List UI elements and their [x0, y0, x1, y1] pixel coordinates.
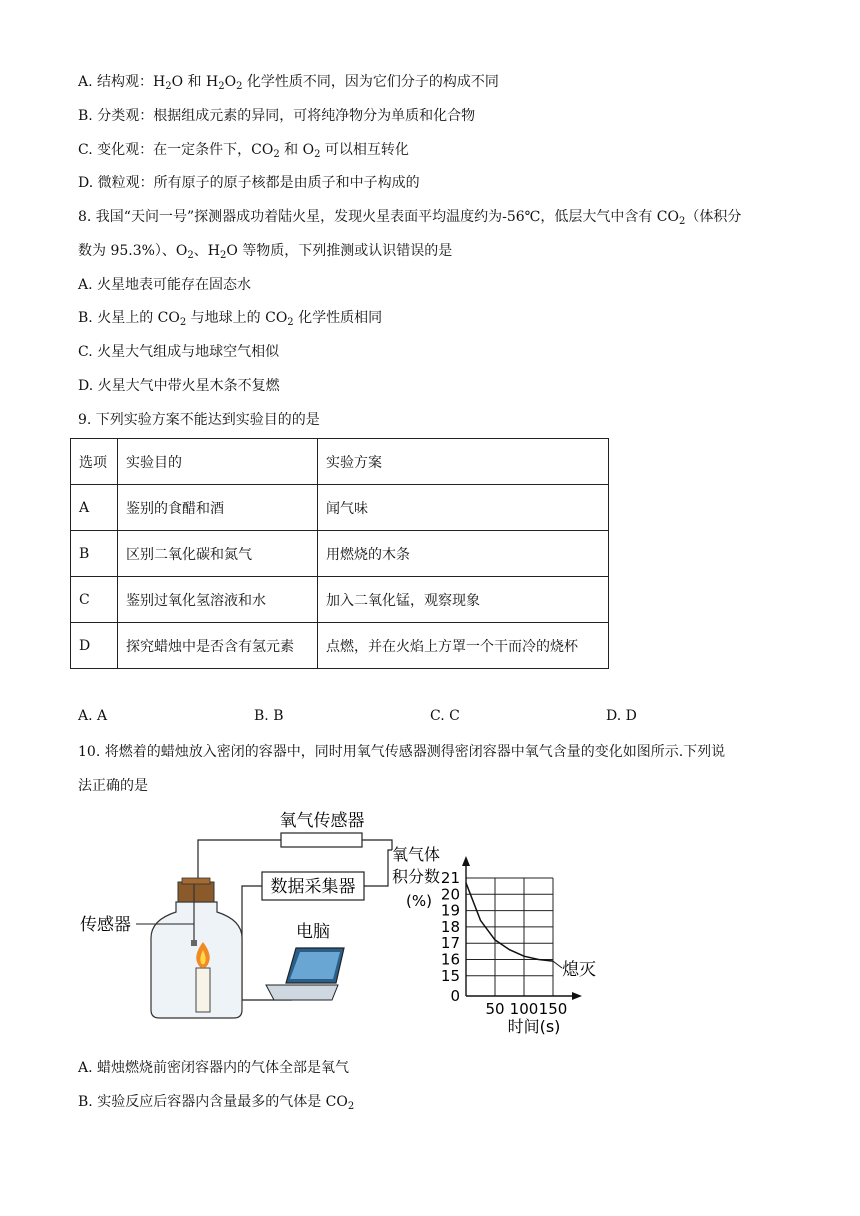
q10-stem-line2: 法正确的是: [78, 778, 148, 794]
table-header-cell: 实验目的: [118, 439, 318, 485]
table-header-cell: 选项: [71, 439, 118, 485]
y-tick-label: 17: [440, 934, 460, 953]
data-collector-label: 数据采集器: [270, 877, 356, 897]
q7-option-a: A. 结构观：$H_2O$ 和 $H_2O_2$ 化学性质不同，因为它们分子的构成不同: [78, 74, 499, 92]
candle-flame-icon: [196, 942, 210, 1012]
x-tick-label: 50: [485, 1000, 505, 1018]
y-axis-label-1: 氧气体: [392, 845, 441, 864]
table-cell: 鉴别过氧化氢溶液和水: [118, 577, 318, 623]
table-cell: 鉴别的食醋和酒: [118, 485, 318, 531]
q10-stem-line1: 10. 将燃着的蜡烛放入密闭的容器中，同时用氧气传感器测得密闭容器中氧气含量的变化如图所示.下列说: [78, 744, 726, 760]
q9-option-a: A. A: [78, 708, 108, 724]
x-tick-label: 150: [538, 1000, 568, 1018]
q8-option-a: A. 火星地表可能存在固态水: [78, 277, 252, 293]
q7-option-b: B. 分类观：根据组成元素的异同，可将纯净物分为单质和化合物: [78, 108, 476, 124]
extinguish-pointer: [553, 961, 562, 968]
y-tick-label: 0: [450, 987, 460, 1005]
computer-label: 电脑: [296, 922, 330, 942]
x-axis-label: 时间(s): [507, 1017, 561, 1036]
table-cell: 点燃，并在火焰上方罩一个干而冷的烧杯: [318, 623, 609, 669]
table-row: [71, 577, 609, 623]
y-tick-label: 16: [440, 950, 460, 969]
table-row: [71, 531, 609, 577]
q9-option-d: D. D: [606, 708, 637, 724]
table-cell: 探究蜡烛中是否含有氢元素: [118, 623, 318, 669]
table-cell: D: [71, 623, 118, 669]
q8-option-c: C. 火星大气组成与地球空气相似: [78, 344, 280, 360]
table-cell: A: [71, 485, 118, 531]
table-cell: 加入二氧化锰，观察现象: [318, 577, 609, 623]
q8-option-b: B. 火星上的 $CO_2$ 与地球上的 $CO_2$ 化学性质相同: [78, 310, 383, 328]
q9-option-c: C. C: [430, 708, 460, 724]
sensor-label: 传感器: [80, 915, 131, 935]
y-tick-label: 18: [440, 917, 460, 936]
oxygen-chart: [441, 856, 582, 1018]
q7-option-d: D. 微粒观：所有原子的原子核都是由质子和中子构成的: [78, 175, 420, 191]
q7-option-c: C. 变化观：在一定条件下，$CO_2$ 和 $O_2$ 可以相互转化: [78, 142, 409, 160]
q9-stem: 9. 下列实验方案不能达到实验目的的是: [78, 412, 320, 428]
q10-option-b: B. 实验反应后容器内含量最多的气体是 $CO_2$: [78, 1094, 355, 1112]
table-row: [71, 485, 609, 531]
y-tick-label: 19: [440, 901, 460, 920]
q10-option-a: A. 蜡烛燃烧前密闭容器内的气体全部是氧气: [78, 1060, 350, 1076]
table-cell: B: [71, 531, 118, 577]
y-tick-label: 15: [440, 966, 460, 985]
q9-table: [70, 438, 609, 669]
table-cell: 用燃烧的木条: [318, 531, 609, 577]
y-tick-label: 20: [440, 885, 460, 904]
q8-stem-line1: 8. 我国“天问一号”探测器成功着陆火星，发现火星表面平均温度约为-56℃，低层大气中含有 $CO_2$（体积分: [78, 209, 742, 227]
y-tick-label: 21: [440, 869, 460, 887]
table-cell: 闻气味: [318, 485, 609, 531]
q8-option-d: D. 火星大气中带火星木条不复燃: [78, 378, 280, 394]
table-cell: C: [71, 577, 118, 623]
extinguish-label: 熄灭: [562, 960, 596, 980]
table-cell: 区别二氧化碳和氮气: [118, 531, 318, 577]
table-row: [71, 439, 609, 485]
table-row: [71, 623, 609, 669]
x-tick-label: 100: [509, 1000, 539, 1018]
table-header-cell: 实验方案: [318, 439, 609, 485]
q8-stem-line2: 数为 95.3%）、$O_2$、$H_2O$ 等物质，下列推测或认识错误的是: [78, 243, 453, 261]
q9-option-b: B. B: [254, 708, 284, 724]
y-axis-label-3: (%): [406, 892, 432, 910]
oxygen-sensor-label: 氧气传感器: [279, 811, 365, 831]
y-axis-arrow: [462, 856, 470, 866]
x-axis-arrow: [572, 992, 582, 1000]
experiment-figure: [76, 800, 616, 1050]
y-axis-label-2: 积分数: [392, 867, 441, 886]
oxygen-sensor-box: [281, 833, 362, 847]
laptop-icon: [266, 948, 344, 1000]
